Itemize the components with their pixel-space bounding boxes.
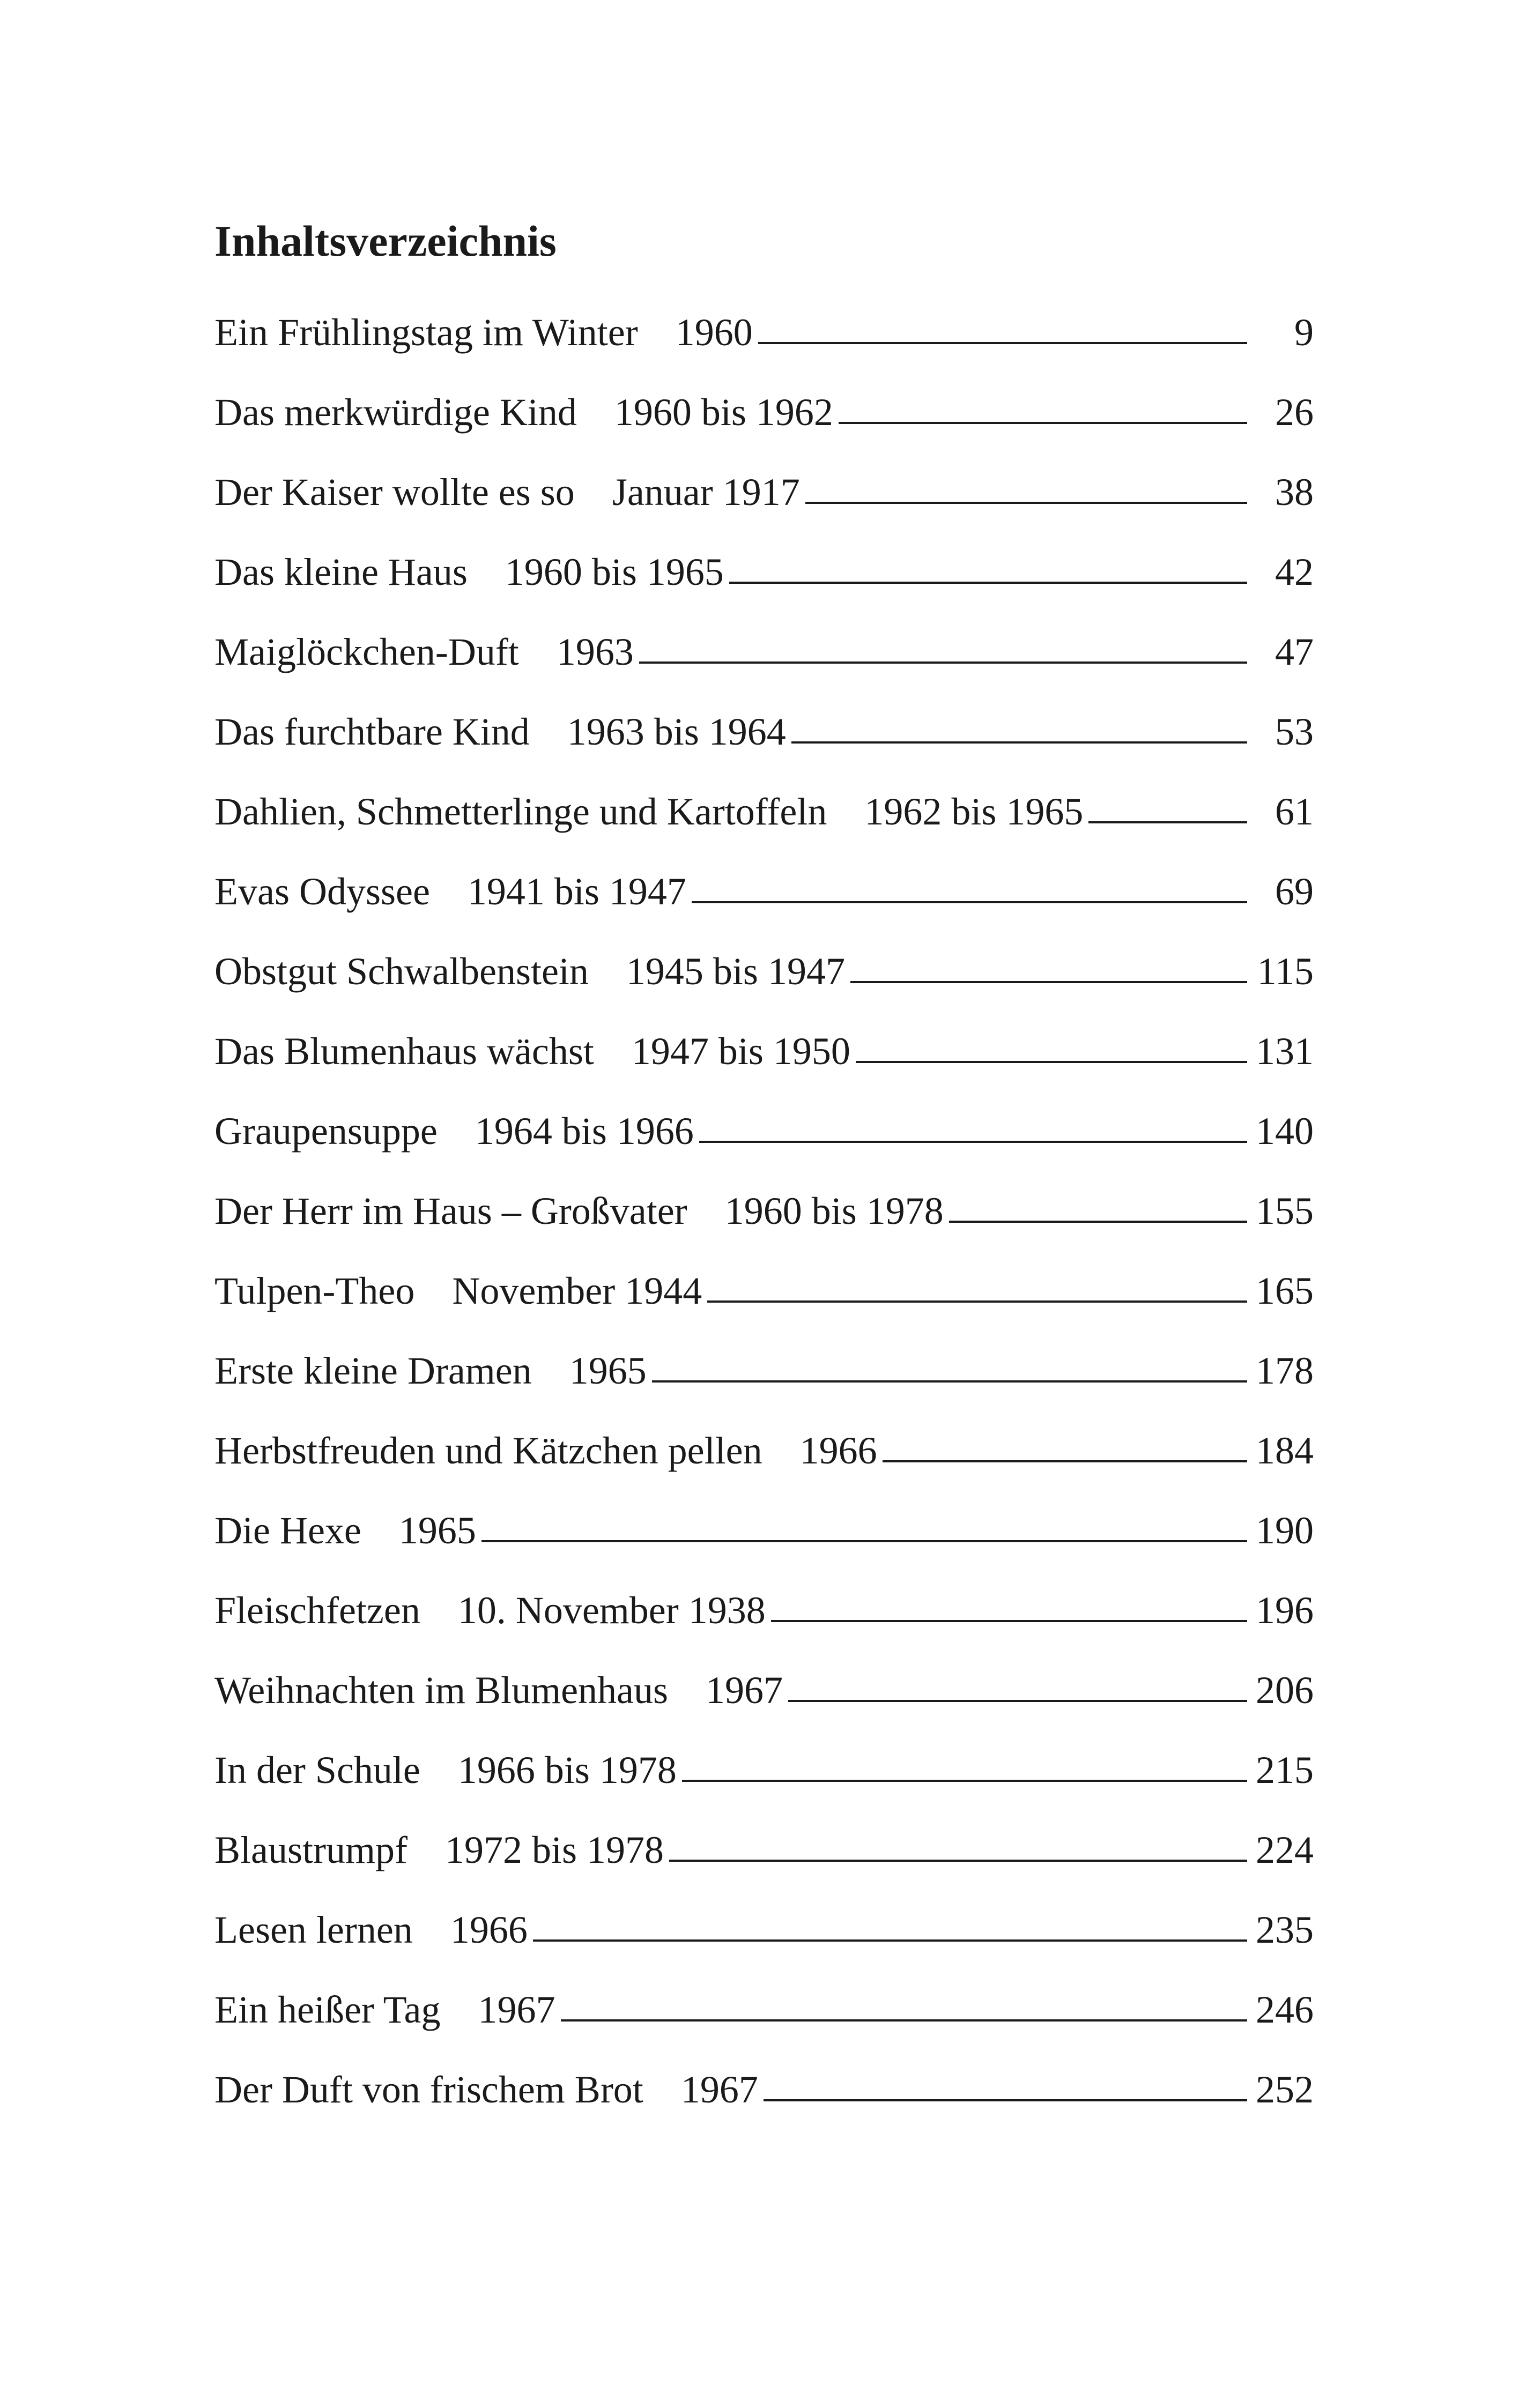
- toc-entry-page-number: 140: [1256, 1110, 1314, 1153]
- toc-entry-title: Lesen lernen: [214, 1908, 413, 1951]
- toc-leader-line: [669, 1860, 1247, 1862]
- toc-entry-title: Ein heißer Tag: [214, 1988, 441, 2031]
- toc-entry-title: Dahlien, Schmetterlinge und Kartoffeln: [214, 790, 827, 833]
- toc-entry-title: Erste kleine Dramen: [214, 1349, 532, 1392]
- toc-entry-page-number: 252: [1256, 2068, 1314, 2111]
- toc-entry-page-number: 61: [1275, 790, 1314, 833]
- toc-entry-title: Evas Odyssee: [214, 870, 430, 913]
- toc-leader-line: [692, 901, 1247, 903]
- toc-entry: [214, 785, 1314, 865]
- toc-entry-title: Das Blumenhaus wächst: [214, 1030, 594, 1073]
- toc-entry-title: Graupensuppe: [214, 1110, 438, 1153]
- toc-entry-page-number: 42: [1275, 551, 1314, 593]
- toc-entry-years: 1966: [799, 1429, 877, 1472]
- toc-entry-title: Der Kaiser wollte es so: [214, 471, 575, 514]
- toc-leader-line: [850, 981, 1247, 983]
- toc-entry-years: 1963: [556, 630, 634, 673]
- toc-entry-page-number: 184: [1256, 1429, 1314, 1472]
- toc-entry-years: 1945 bis 1947: [626, 950, 845, 993]
- toc-entry-years: 1960 bis 1978: [724, 1190, 944, 1232]
- toc-entry-page-number: 178: [1256, 1349, 1314, 1392]
- toc-entry-page-number: 224: [1256, 1829, 1314, 1871]
- toc-leader-line: [729, 582, 1247, 584]
- toc-entry-page-number: 115: [1257, 950, 1314, 993]
- toc-entry: [214, 945, 1314, 1024]
- toc-entry-title: Weihnachten im Blumenhaus: [214, 1669, 668, 1712]
- toc-entry-years: 1941 bis 1947: [467, 870, 686, 913]
- toc-entry-page-number: 53: [1275, 710, 1314, 753]
- toc-entry: [214, 385, 1314, 465]
- toc-entry-years: Januar 1917: [612, 471, 800, 514]
- toc-entry-title: Die Hexe: [214, 1509, 361, 1552]
- toc-entry-title: In der Schule: [214, 1749, 420, 1792]
- toc-leader-line: [883, 1460, 1247, 1462]
- toc-entry: [214, 625, 1314, 705]
- toc-entry-page-number: 206: [1256, 1669, 1314, 1712]
- toc-entry-title: Blaustrumpf: [214, 1829, 407, 1871]
- toc-leader-line: [805, 502, 1247, 504]
- toc-entry: [214, 1903, 1314, 1983]
- toc-entry: [214, 1663, 1314, 1743]
- toc-entry: [214, 705, 1314, 785]
- toc-leader-line: [791, 741, 1247, 744]
- toc-entry-page-number: 196: [1256, 1589, 1314, 1632]
- toc-entry-years: 1972 bis 1978: [444, 1829, 664, 1871]
- toc-entry-years: 1947 bis 1950: [631, 1030, 850, 1073]
- toc-entry: [214, 1983, 1314, 2063]
- toc-entry-title: Herbstfreuden und Kätzchen pellen: [214, 1429, 762, 1472]
- toc-leader-line: [699, 1141, 1247, 1143]
- toc-leader-line: [949, 1221, 1247, 1223]
- toc-entry-years: 1965: [398, 1509, 476, 1552]
- toc-entry-title: Tulpen-Theo: [214, 1269, 415, 1312]
- toc-leader-line: [639, 662, 1247, 664]
- toc-entry: [214, 865, 1314, 945]
- toc-leader-line: [533, 1939, 1247, 1942]
- toc-leader-line: [764, 2099, 1247, 2101]
- toc-entry-years: 1960 bis 1962: [614, 391, 833, 434]
- toc-entry: [214, 1344, 1314, 1424]
- toc-entry-title: Fleischfetzen: [214, 1589, 420, 1632]
- toc-entry-title: Der Herr im Haus – Großvater: [214, 1190, 687, 1232]
- toc-leader-line: [788, 1700, 1247, 1702]
- toc-leader-line: [707, 1300, 1247, 1303]
- toc-leader-line: [758, 342, 1247, 344]
- toc-entry: [214, 1424, 1314, 1504]
- toc-entry: [214, 1184, 1314, 1264]
- page-title: Inhaltsverzeichnis: [214, 217, 557, 265]
- toc-entry: [214, 2063, 1314, 2143]
- toc-entry-title: Maiglöckchen-Duft: [214, 630, 519, 673]
- toc-entry-page-number: 69: [1275, 870, 1314, 913]
- toc-entry: [214, 545, 1314, 625]
- toc-entry: [214, 1104, 1314, 1184]
- toc-entry-years: 1960 bis 1965: [505, 551, 724, 593]
- toc-entry-page-number: 235: [1256, 1908, 1314, 1951]
- toc-entry-title: Der Duft von frischem Brot: [214, 2068, 643, 2111]
- table-of-contents-page: [214, 214, 1314, 2111]
- toc-entry-years: 1963 bis 1964: [567, 710, 786, 753]
- toc-entry: [214, 1743, 1314, 1823]
- toc-leader-line: [856, 1061, 1247, 1063]
- toc-leader-line: [682, 1780, 1247, 1782]
- toc-leader-line: [481, 1540, 1247, 1542]
- toc-leader-line: [771, 1620, 1247, 1622]
- toc-entry-title: Obstgut Schwalbenstein: [214, 950, 589, 993]
- toc-entry-page-number: 165: [1256, 1269, 1314, 1312]
- toc-entry-years: 1967: [706, 1669, 783, 1712]
- toc-entry-page-number: 155: [1256, 1190, 1314, 1232]
- toc-entry-title: Das merkwürdige Kind: [214, 391, 577, 434]
- toc-entry: [214, 1264, 1314, 1344]
- toc-entry: [214, 1584, 1314, 1663]
- toc-entry-page-number: 26: [1275, 391, 1314, 434]
- toc-entry: [214, 306, 1314, 385]
- toc-entry-title: Das furchtbare Kind: [214, 710, 530, 753]
- toc-leader-line: [839, 422, 1247, 424]
- toc-entry-title: Ein Frühlingstag im Winter: [214, 311, 638, 354]
- toc-entry: [214, 465, 1314, 545]
- toc-entry: [214, 1823, 1314, 1903]
- toc-entry-page-number: 215: [1256, 1749, 1314, 1792]
- toc-entry-page-number: 246: [1256, 1988, 1314, 2031]
- toc-entry-years: 1962 bis 1965: [864, 790, 1084, 833]
- toc-list: [214, 306, 1314, 2143]
- toc-entry-page-number: 9: [1294, 311, 1314, 354]
- toc-leader-line: [561, 2019, 1248, 2021]
- toc-entry-years: 10. November 1938: [457, 1589, 766, 1632]
- toc-entry-page-number: 131: [1256, 1030, 1314, 1073]
- toc-entry-page-number: 47: [1275, 630, 1314, 673]
- toc-entry-years: 1967: [680, 2068, 758, 2111]
- toc-entry-page-number: 38: [1275, 471, 1314, 514]
- toc-entry-years: 1960: [675, 311, 753, 354]
- toc-entry-years: November 1944: [452, 1269, 702, 1312]
- toc-entry-years: 1964 bis 1966: [475, 1110, 694, 1153]
- toc-entry-years: 1967: [478, 1988, 555, 2031]
- toc-entry-years: 1966 bis 1978: [457, 1749, 677, 1792]
- toc-entry-page-number: 190: [1256, 1509, 1314, 1552]
- toc-entry: [214, 1504, 1314, 1584]
- toc-entry-years: 1966: [450, 1908, 528, 1951]
- toc-entry: [214, 1024, 1314, 1104]
- toc-entry-years: 1965: [569, 1349, 647, 1392]
- toc-leader-line: [652, 1380, 1247, 1383]
- toc-entry-title: Das kleine Haus: [214, 551, 468, 593]
- toc-leader-line: [1088, 821, 1247, 823]
